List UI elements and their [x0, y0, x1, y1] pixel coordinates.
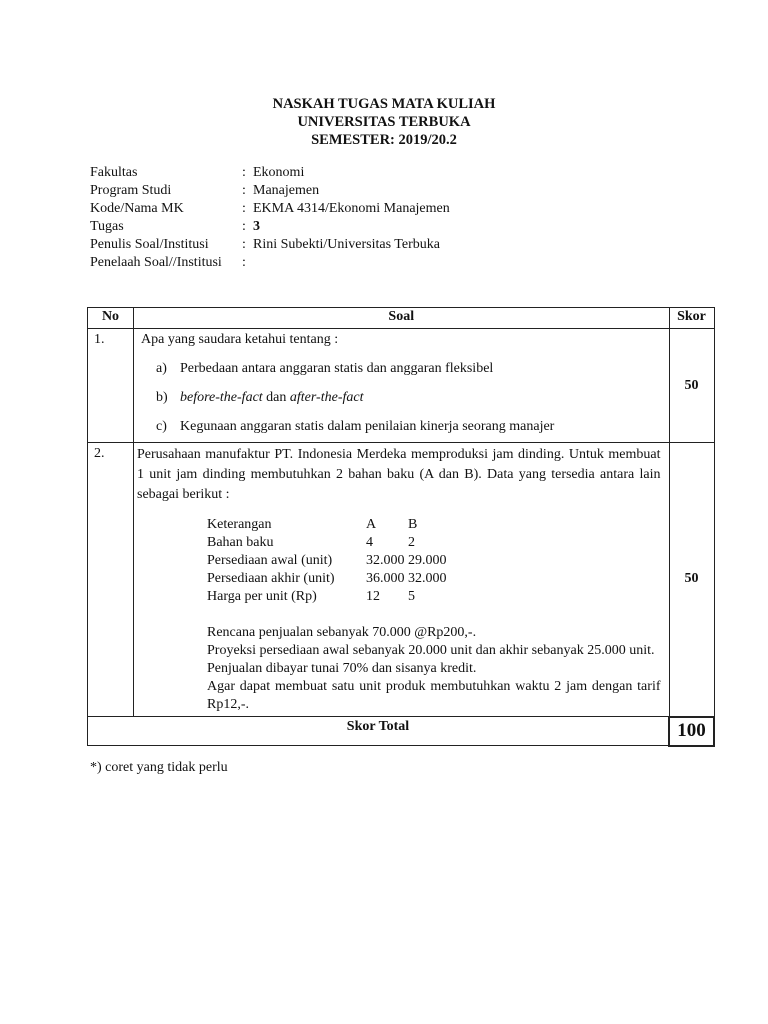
- option-a: [156, 360, 661, 378]
- data-label: Persediaan akhir (unit): [207, 571, 335, 586]
- document-header: [0, 95, 768, 149]
- data-value-a: 32.000: [366, 553, 405, 568]
- data-label: Persediaan awal (unit): [207, 553, 333, 568]
- data-value-a: 36.000: [366, 571, 405, 586]
- meta-colon: :: [242, 219, 246, 234]
- meta-value: 3: [253, 219, 260, 234]
- data-value-a: 4: [366, 535, 373, 550]
- data-label: Bahan baku: [207, 535, 274, 550]
- option-c: [156, 418, 661, 436]
- meta-colon: :: [242, 237, 246, 252]
- question-row-1: [88, 329, 715, 443]
- meta-label: Tugas: [90, 219, 124, 234]
- data-value-a: A: [366, 517, 377, 532]
- header-title: NASKAH TUGAS MATA KULIAH: [272, 96, 496, 112]
- meta-value: Rini Subekti/Universitas Terbuka: [253, 237, 440, 252]
- total-row: [88, 717, 715, 746]
- option-text: Kegunaan anggaran statis dalam penilaian kinerja seorang manajer: [180, 419, 555, 434]
- meta-row-kode-mk: [90, 200, 450, 218]
- meta-row-penelaah: [90, 254, 450, 272]
- option-b: [156, 389, 661, 407]
- data-label: Harga per unit (Rp): [207, 589, 317, 604]
- question-number: 2.: [88, 443, 134, 717]
- meta-colon: :: [242, 255, 246, 270]
- data-row: [207, 570, 447, 588]
- note-labor: Agar dapat membuat satu unit produk membutuhkan waktu 2 jam dengan tarif Rp12,-.: [207, 679, 661, 712]
- meta-value: EKMA 4314/Ekonomi Manajemen: [253, 201, 450, 216]
- data-row: [207, 516, 447, 534]
- data-value-b: 32.000: [408, 571, 447, 586]
- meta-label: Penulis Soal/Institusi: [90, 237, 209, 252]
- header-skor: Skor: [669, 308, 714, 329]
- note-payment: Penjualan dibayar tunai 70% dan sisanya kredit.: [207, 661, 477, 676]
- total-score: 100: [669, 717, 714, 746]
- meta-row-penulis: [90, 236, 450, 254]
- option-marker: b): [156, 390, 168, 405]
- meta-row-fakultas: [90, 164, 450, 182]
- assignment-table: [87, 307, 715, 747]
- note-sales-plan: Rencana penjualan sebanyak 70.000 @Rp200,-.: [207, 625, 477, 640]
- total-label: Skor Total: [88, 717, 670, 746]
- header-soal: Soal: [134, 308, 670, 329]
- option-text-plain: dan: [262, 390, 290, 405]
- data-value-b: B: [408, 517, 418, 532]
- data-row: [207, 534, 447, 552]
- question-intro: Perusahaan manufaktur PT. Indonesia Merdeka memproduksi jam dinding. Untuk membuat 1 unit jam dinding membutuhkan 2 bahan baku (A dan B). Data yang tersedia antara lain sebagai berikut :: [137, 447, 661, 502]
- question-row-2: [88, 443, 715, 717]
- data-value-a: 12: [366, 589, 380, 604]
- meta-colon: :: [242, 201, 246, 216]
- meta-value: Manajemen: [253, 183, 320, 198]
- meta-row-program-studi: [90, 182, 450, 200]
- course-info: [90, 164, 450, 272]
- option-text: Perbedaan antara anggaran statis dan anggaran fleksibel: [180, 361, 494, 376]
- data-value-b: 5: [408, 589, 415, 604]
- header-semester: SEMESTER: 2019/20.2: [311, 132, 457, 148]
- meta-value: Ekonomi: [253, 165, 305, 180]
- option-marker: a): [156, 361, 167, 376]
- data-label: Keterangan: [207, 517, 272, 532]
- question-number: 1.: [88, 329, 134, 443]
- data-row: [207, 588, 447, 606]
- question-intro: Apa yang saudara ketahui tentang :: [141, 332, 339, 347]
- option-text-italic-2: after-the-fact: [289, 390, 364, 405]
- material-data-table: [207, 516, 447, 606]
- table-header-row: [88, 308, 715, 329]
- data-value-b: 2: [408, 535, 415, 550]
- footnote: *) coret yang tidak perlu: [90, 760, 228, 775]
- header-university: UNIVERSITAS TERBUKA: [297, 114, 471, 130]
- question-score: 50: [669, 329, 714, 443]
- note-inventory-projection: Proyeksi persediaan awal sebanyak 20.000 unit dan akhir sebanyak 25.000 unit.: [207, 643, 655, 658]
- option-marker: c): [156, 419, 167, 434]
- question-text: [134, 329, 670, 443]
- meta-colon: :: [242, 183, 246, 198]
- meta-label: Kode/Nama MK: [90, 201, 184, 216]
- meta-row-tugas: [90, 218, 450, 236]
- meta-label: Penelaah Soal//Institusi: [90, 255, 222, 270]
- data-value-b: 29.000: [408, 553, 447, 568]
- question-text: [134, 443, 670, 717]
- header-no: No: [88, 308, 134, 329]
- option-text-italic-1: before-the-fact: [180, 390, 263, 405]
- meta-colon: :: [242, 165, 246, 180]
- option-text: [180, 389, 363, 407]
- question-notes: [207, 624, 661, 716]
- data-row: [207, 552, 447, 570]
- meta-label: Program Studi: [90, 183, 172, 198]
- question-score: 50: [669, 443, 714, 717]
- meta-label: Fakultas: [90, 165, 138, 180]
